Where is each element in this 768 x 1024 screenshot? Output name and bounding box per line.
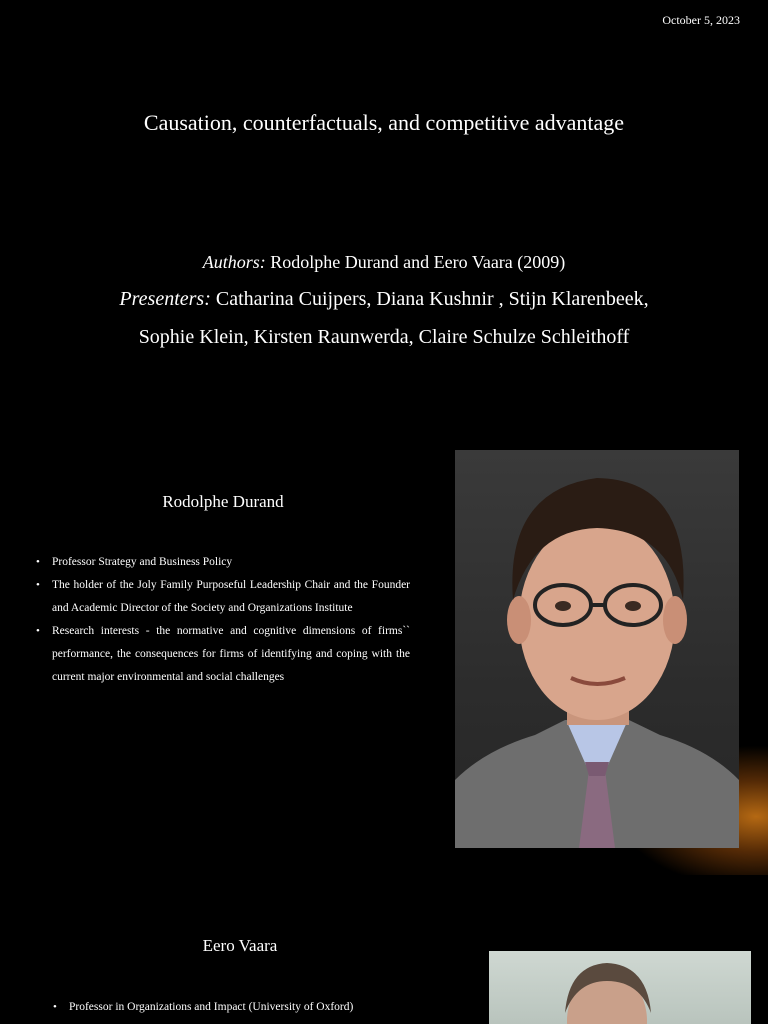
- bio-bullet: • Professor in Organizations and Impact (University of Oxford): [53, 996, 473, 1019]
- slide-date: October 5, 2023: [662, 13, 740, 27]
- portrait-photo-icon: [489, 951, 751, 1024]
- portrait-photo-durand: [455, 450, 739, 848]
- portrait-photo-vaara: [489, 951, 751, 1024]
- bio-bullet: • The holder of the Joly Family Purposeful Leadership Chair and the Founder and Academic Director of the Society and Organizations Institute: [36, 574, 410, 620]
- presenters-names-1: Catharina Cuijpers, Diana Kushnir , Stijn Klarenbeek,: [210, 288, 649, 310]
- presenters-line-2: [0, 326, 768, 349]
- presenters-line-1: [0, 288, 768, 311]
- bio-list-vaara: [53, 996, 473, 1019]
- bio-heading-durand: Rodolphe Durand: [162, 492, 284, 511]
- authors-names: Rodolphe Durand and Eero Vaara (2009): [265, 252, 566, 272]
- bio-bullet: • Professor Strategy and Business Policy: [36, 551, 410, 574]
- presenters-names-2: Sophie Klein, Kirsten Raunwerda, Claire Schulze Schleithoff: [138, 326, 630, 348]
- authors-label: Authors:: [202, 252, 266, 272]
- bio-heading-vaara: Eero Vaara: [202, 936, 278, 955]
- presenters-label: Presenters:: [119, 288, 211, 310]
- authors-line: [0, 252, 768, 273]
- bio-list-durand: [36, 551, 410, 689]
- portrait-photo-icon: [455, 450, 739, 848]
- bio-bullet: • Research interests - the normative and cognitive dimensions of firms`` performance, the consequences for firms of identifying and coping with the current major environmental and social challenges: [36, 620, 410, 689]
- slide-title: Causation, counterfactuals, and competitive advantage: [143, 110, 625, 135]
